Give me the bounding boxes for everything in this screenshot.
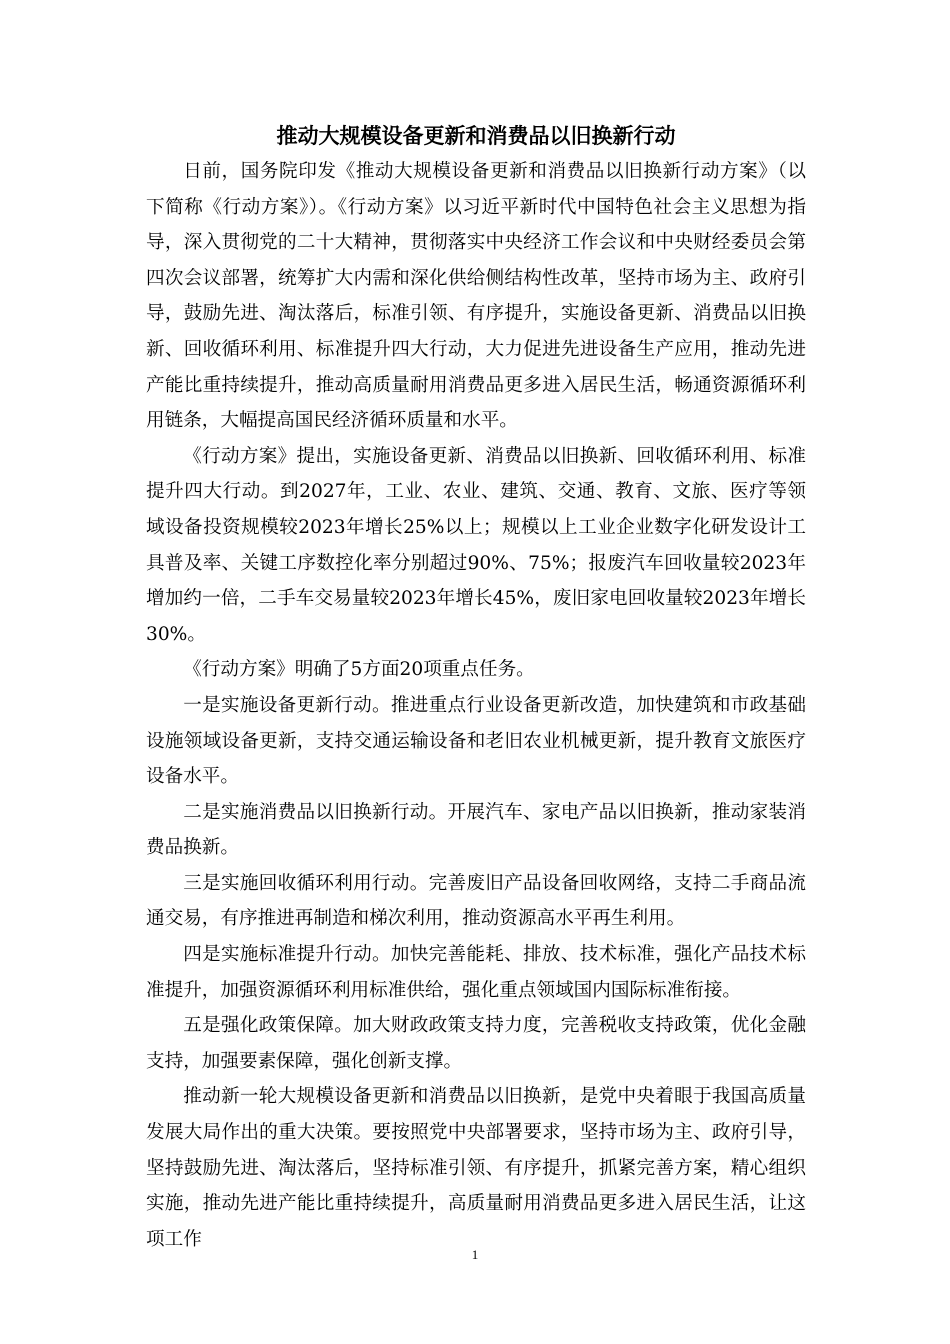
paragraph-task-1: 一是实施设备更新行动。推进重点行业设备更新改造，加快建筑和市政基础设施领域设备更新，支持交通运输设备和老旧农业机械更新，提升教育文旅医疗设备水平。 (146, 694, 806, 788)
paragraph-task-3: 三是实施回收循环利用行动。完善废旧产品设备回收网络，支持二手商品流通交易，有序推进再制造和梯次利用，推动资源高水平再生利用。 (146, 872, 806, 930)
paragraph-conclusion: 推动新一轮大规模设备更新和消费品以旧换新，是党中央着眼于我国高质量发展大局作出的重大决策。要按照党中央部署要求，坚持市场为主、政府引导，坚持鼓励先进、淘汰落后，坚持标准引领、有序提升，抓紧完善方案，精心组织实施，推动先进产能比重持续提升，高质量耐用消费品更多进入居民生活，让这项工作 (146, 1086, 806, 1250)
paragraph-task-2: 二是实施消费品以旧换新行动。开展汽车、家电产品以旧换新，推动家装消费品换新。 (146, 801, 806, 859)
paragraph-task-4: 四是实施标准提升行动。加快完善能耗、排放、技术标准，强化产品技术标准提升，加强资源循环利用标准供给，强化重点领域国内国际标准衔接。 (146, 944, 806, 1001)
paragraph-tasks-summary: 《行动方案》明确了5方面20项重点任务。 (183, 659, 535, 681)
paragraph-intro: 日前，国务院印发《推动大规模设备更新和消费品以旧换新行动方案》（以下简称《行动方案》）。《行动方案》以习近平新时代中国特色社会主义思想为指导，深入贯彻党的二十大精神，贯彻落实中央经济工作会议和中央财经委员会第四次会议部署，统筹扩大内需和深化供给侧结构性改革，坚持市场为主、政府引导，鼓励先进、淘汰落后，标准引领、有序提升，实施设备更新、消费品以旧换新、回收循环利用、标准提升四大行动，大力促进先进设备生产应用，推动先进产能比重持续提升，推动高质量耐用消费品更多进入居民生活，畅通资源循环利用链条，大幅提高国民经济循环质量和水平。 (146, 161, 806, 432)
paragraph-targets: 《行动方案》提出，实施设备更新、消费品以旧换新、回收循环利用、标准提升四大行动。到2027年，工业、农业、建筑、交通、教育、文旅、医疗等领域设备投资规模较2023年增长25%以上；规模以上工业企业数字化研发设计工具普及率、关键工序数控化率分别超过90%、75%；报废汽车回收量较2023年增加约一倍，二手车交易量较2023年增长45%，废旧家电回收量较2023年增长30%。 (146, 445, 806, 645)
page-number: 1 (471, 1247, 479, 1262)
document-title: 推动大规模设备更新和消费品以旧换新行动 (276, 124, 676, 148)
paragraph-task-5: 五是强化政策保障。加大财政政策支持力度，完善税收支持政策，优化金融支持，加强要素保障，强化创新支撑。 (146, 1015, 806, 1072)
document-body (146, 154, 806, 1257)
